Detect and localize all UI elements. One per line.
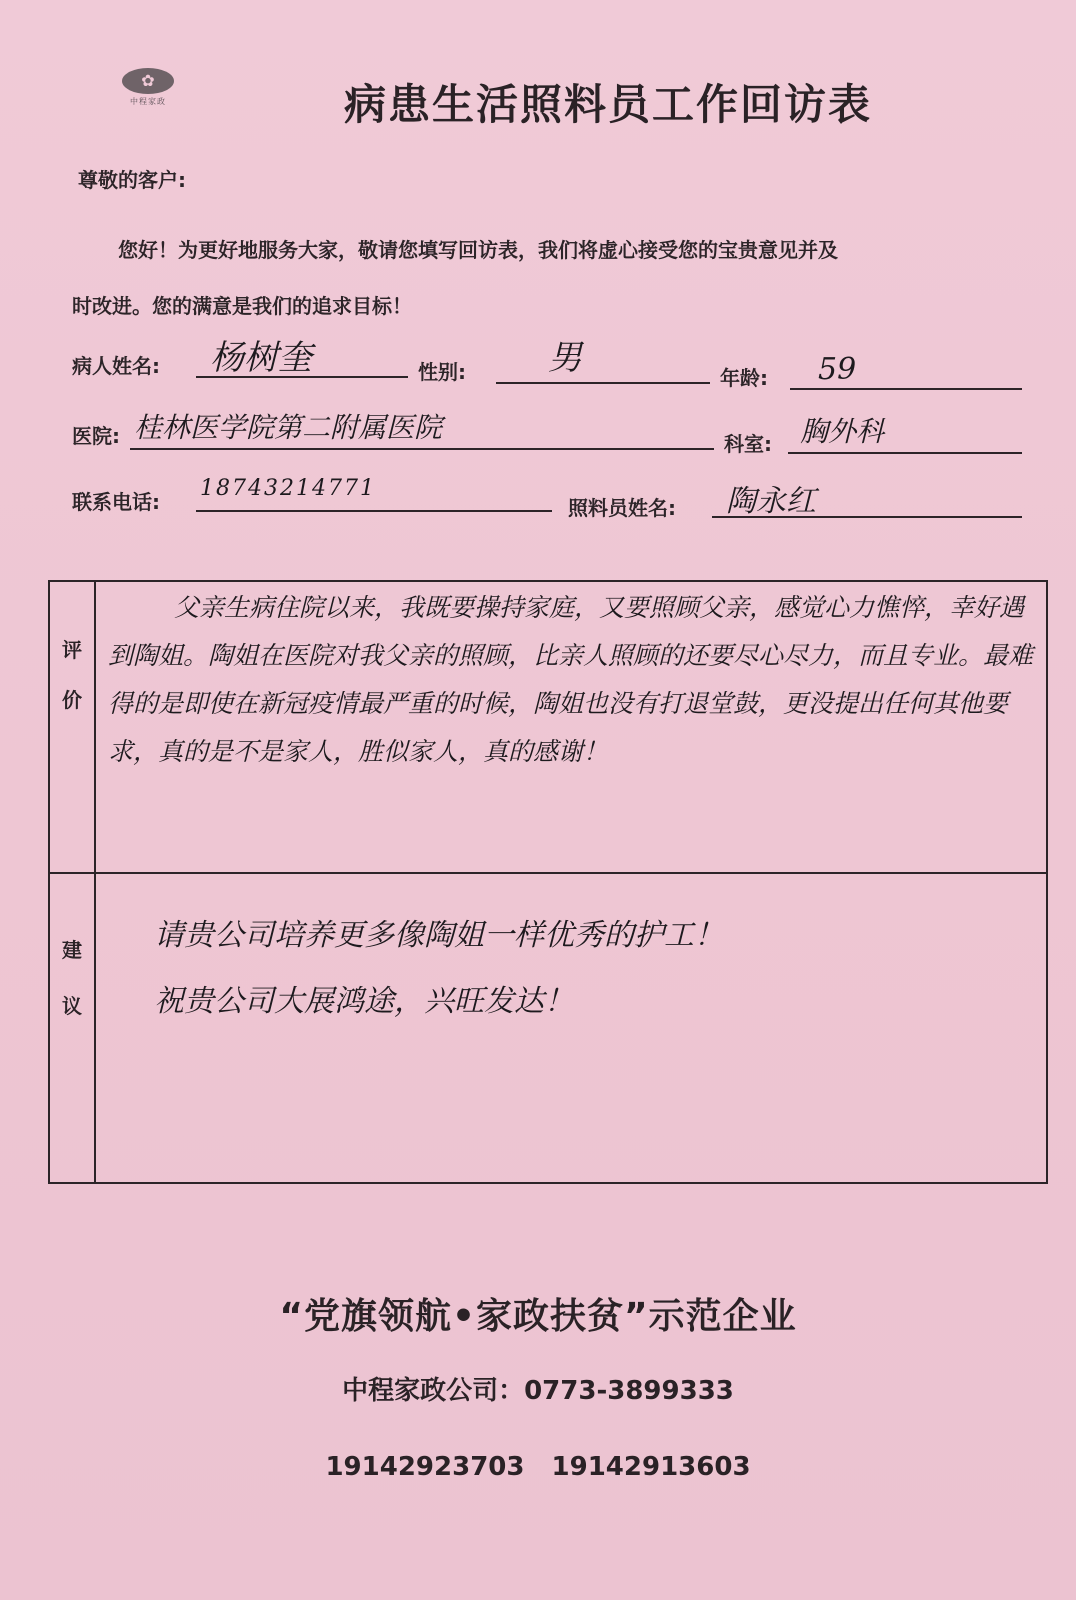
box-horizontal-divider — [50, 872, 1046, 874]
footer-slogan: “党旗领航•家政扶贫”示范企业 — [279, 1296, 797, 1337]
age-value: 59 — [818, 352, 857, 387]
footer-company-phone: 中程家政公司：0773-3899333 — [342, 1376, 734, 1406]
gender-value: 男 — [548, 338, 582, 378]
department-label: 科室: — [724, 432, 772, 456]
logo-caption: 中程家政 — [130, 97, 166, 106]
patient-name-underline — [196, 376, 408, 378]
phone-underline — [196, 510, 552, 512]
caregiver-underline — [712, 516, 1022, 518]
suggestion-line-1: 请贵公司培养更多像陶姐一样优秀的护工！ — [154, 918, 724, 953]
intro-line-1: 您好！为更好地服务大家，敬请您填写回访表，我们将虚心接受您的宝贵意见并及 — [118, 238, 838, 262]
footer-phone-1: 19142923703 — [325, 1452, 525, 1482]
hospital-underline — [130, 448, 714, 450]
caregiver-value: 陶永红 — [726, 484, 816, 519]
age-underline — [790, 388, 1022, 390]
patient-name-label: 病人姓名: — [72, 354, 160, 378]
department-underline — [788, 452, 1022, 454]
logo-mark-icon: ✿ — [122, 68, 174, 94]
evaluation-text: 父亲生病住院以来，我既要操持家庭，又要照顾父亲，感觉心力憔悴，幸好遇到陶姐。陶姐在医院对我父亲的照顾，比亲人照顾的还要尽心尽力，而且专业。最难得的是即使在新冠疫情最严重的时候，陶姐也没有打退堂鼓，更没提出任何其他要求，真的是不是家人，胜似家人，真的感谢！ — [108, 593, 1034, 766]
form-title: 病患生活照料员工作回访表 — [343, 80, 872, 129]
caregiver-label: 照料员姓名: — [568, 496, 676, 520]
intro-line-2: 时改进。您的满意是我们的追求目标！ — [72, 294, 412, 318]
evaluation-label-1: 评 — [62, 638, 82, 662]
footer-phone-2: 19142913603 — [551, 1452, 751, 1482]
suggestion-line-2: 祝贵公司大展鸿途，兴旺发达！ — [154, 984, 574, 1019]
footer-phones — [0, 1452, 1076, 1482]
gender-label: 性别: — [418, 360, 466, 384]
department-value: 胸外科 — [800, 415, 885, 448]
suggestion-label-2: 议 — [62, 994, 82, 1018]
gender-underline — [496, 382, 710, 384]
hospital-label: 医院: — [72, 424, 120, 448]
comment-box — [48, 580, 1048, 1184]
hospital-value: 桂林医学院第二附属医院 — [134, 411, 443, 444]
suggestion-label-1: 建 — [62, 938, 82, 962]
box-vertical-divider — [94, 582, 96, 1182]
evaluation-label-2: 价 — [62, 688, 82, 712]
phone-value: 18743214771 — [200, 476, 376, 501]
age-label: 年龄: — [720, 366, 768, 390]
greeting: 尊敬的客户: — [78, 168, 186, 192]
patient-name-value: 杨树奎 — [210, 338, 312, 378]
phone-label: 联系电话: — [72, 490, 160, 514]
